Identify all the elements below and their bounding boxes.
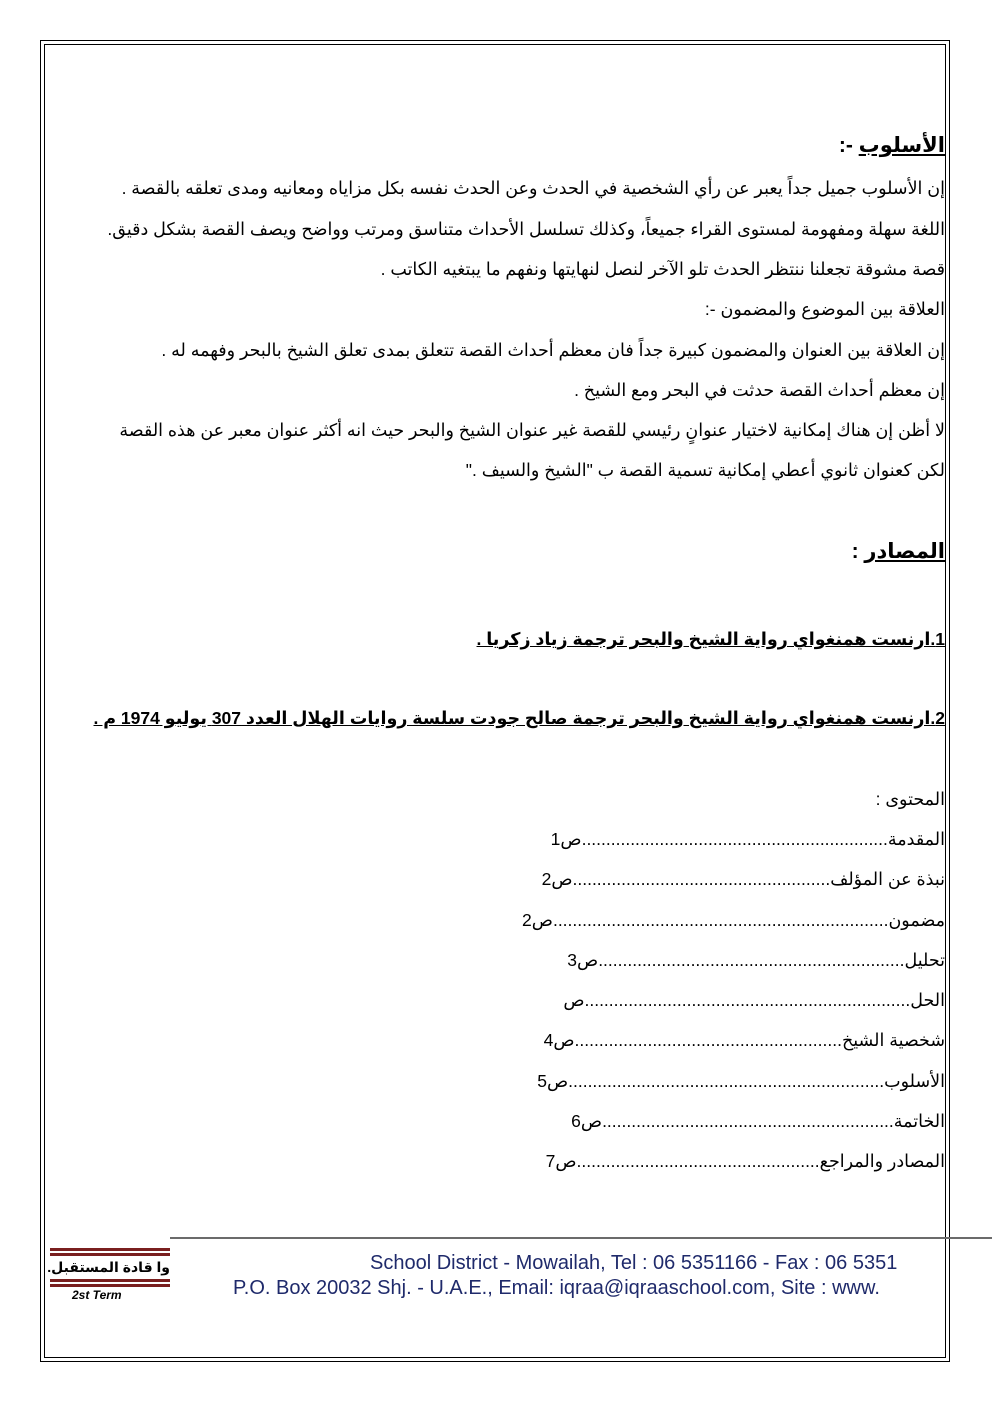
toc-entry-page: ص6 [571,1111,603,1131]
style-heading-suffix: -: [838,134,859,157]
toc-title: المحتوى : [875,789,945,809]
relation-paragraph-1: إن العلاقة بين العنوان والمضمون كبيرة جداً فان معظم أحداث القصة تتعلق بمدى تعلق الشيخ بالبحر وفهمه له . [161,340,945,360]
toc-entry-dots: ..................................................................... [552,910,889,930]
style-paragraph-2: اللغة سهلة ومفهومة لمستوى القراء جميعاً، وكذلك تسلسل الأحداث متناسق ومرتب وواضح ويصف القصة بشكل دقيق. [107,219,945,239]
toc-entry-dots: ............................................................ [602,1111,894,1131]
logo-bar-bottom [50,1279,170,1282]
toc-entry-page: ص5 [537,1071,569,1091]
toc-entry-dots: ................................................................. [568,1071,885,1091]
relation-paragraph-4: لكن كعنوان ثانوي أعطي إمكانية تسمية القصة ب "الشيخ والسيف ." [465,460,945,480]
footer-rule [170,1237,992,1239]
sources-heading [50,540,945,564]
toc-entry [551,827,945,851]
source-item-1: 1.ارنست همنغواي رواية الشيخ والبحر ترجمة زياد زكريا . [476,629,945,649]
source-item-2: 2.ارنست همنغواي رواية الشيخ والبحر ترجمة صالح جودت سلسة روايات الهلال العدد 307 يوليو 1974 م . [93,708,945,728]
toc-entry-label: الأسلوب [884,1071,945,1091]
toc-entry-dots: ....................................................... [574,1030,842,1050]
toc-entry [542,867,945,891]
relation-paragraph-2: إن معظم أحداث القصة حدثت في البحر ومع الشيخ . [574,380,945,400]
footer-address-line-1: School District - Mowailah, Tel : 06 5351166 - Fax : 06 5351 [370,1252,898,1274]
toc-entry [567,948,945,972]
toc-entry-dots: ............................................................... [598,950,905,970]
toc-entry-page: ص [563,990,585,1010]
toc-entry [522,908,945,932]
toc-entry [537,1069,945,1093]
toc-entry-page: ص4 [543,1030,575,1050]
toc-entry-page: ص7 [545,1151,577,1171]
toc-entry-label: نبذة عن المؤلف [830,869,945,889]
style-heading [50,134,945,158]
relation-paragraph-3: لا أظن إن هناك إمكانية لاختيار عنوانٍ رئيسي للقصة غير عنوان الشيخ والبحر حيث انه أكثر عنوان معبر عن هذه القصة [119,420,945,440]
toc-entry-label: شخصية الشيخ [841,1030,945,1050]
toc-entry-label: المصادر والمراجع [819,1151,945,1171]
toc-entry-dots: ............................................................... [581,829,888,849]
toc-entry-label: مضمون [888,910,945,930]
footer-address-line-2: P.O. Box 20032 Shj. - U.A.E., Email: iqraa@iqraaschool.com, Site : www. [233,1277,880,1299]
relation-heading: العلاقة بين الموضوع والمضمون -: [704,299,945,319]
toc-entry-page: ص3 [567,950,599,970]
toc-entry [563,988,945,1012]
toc-entry-label: الخاتمة [893,1111,945,1131]
toc-entry-page: ص2 [541,869,573,889]
toc-entry-page: ص1 [550,829,582,849]
toc-entry-label: الحل [910,990,945,1010]
toc-entry [571,1109,945,1133]
toc-entry-dots: .................................................. [576,1151,820,1171]
toc-entry-dots: ................................................................... [584,990,911,1010]
school-slogan: وا قادة المستقبل. [47,1259,170,1275]
toc-entry-dots: ..................................................... [572,869,831,889]
style-paragraph-1: إن الأسلوب جميل جداً يعبر عن رأي الشخصية في الحدث وعن الحدث نفسه بكل مزاياه ومعانيه ومدى تعلقه بالقصة . [121,178,945,198]
logo-bar-bottom-2 [50,1284,170,1287]
style-paragraph-3: قصة مشوقة تجعلنا ننتظر الحدث تلو الآخر لنصل لنهايتها ونفهم ما يبتغيه الكاتب . [380,259,945,279]
logo-bar-top-2 [50,1253,170,1256]
sources-heading-suffix: : [851,540,865,563]
toc-entry-label: تحليل [904,950,945,970]
toc-entry-page: ص2 [522,910,553,930]
document-body [50,0,945,1240]
style-heading-title: الأسلوب [858,134,945,157]
toc-entry [546,1149,945,1173]
sources-heading-title: المصادر [864,540,945,563]
logo-bar-top [50,1248,170,1251]
toc-entry-label: المقدمة [887,829,945,849]
toc-entry [544,1028,945,1052]
term-label: 2st Term [72,1288,122,1302]
school-logo-block [47,1246,170,1310]
